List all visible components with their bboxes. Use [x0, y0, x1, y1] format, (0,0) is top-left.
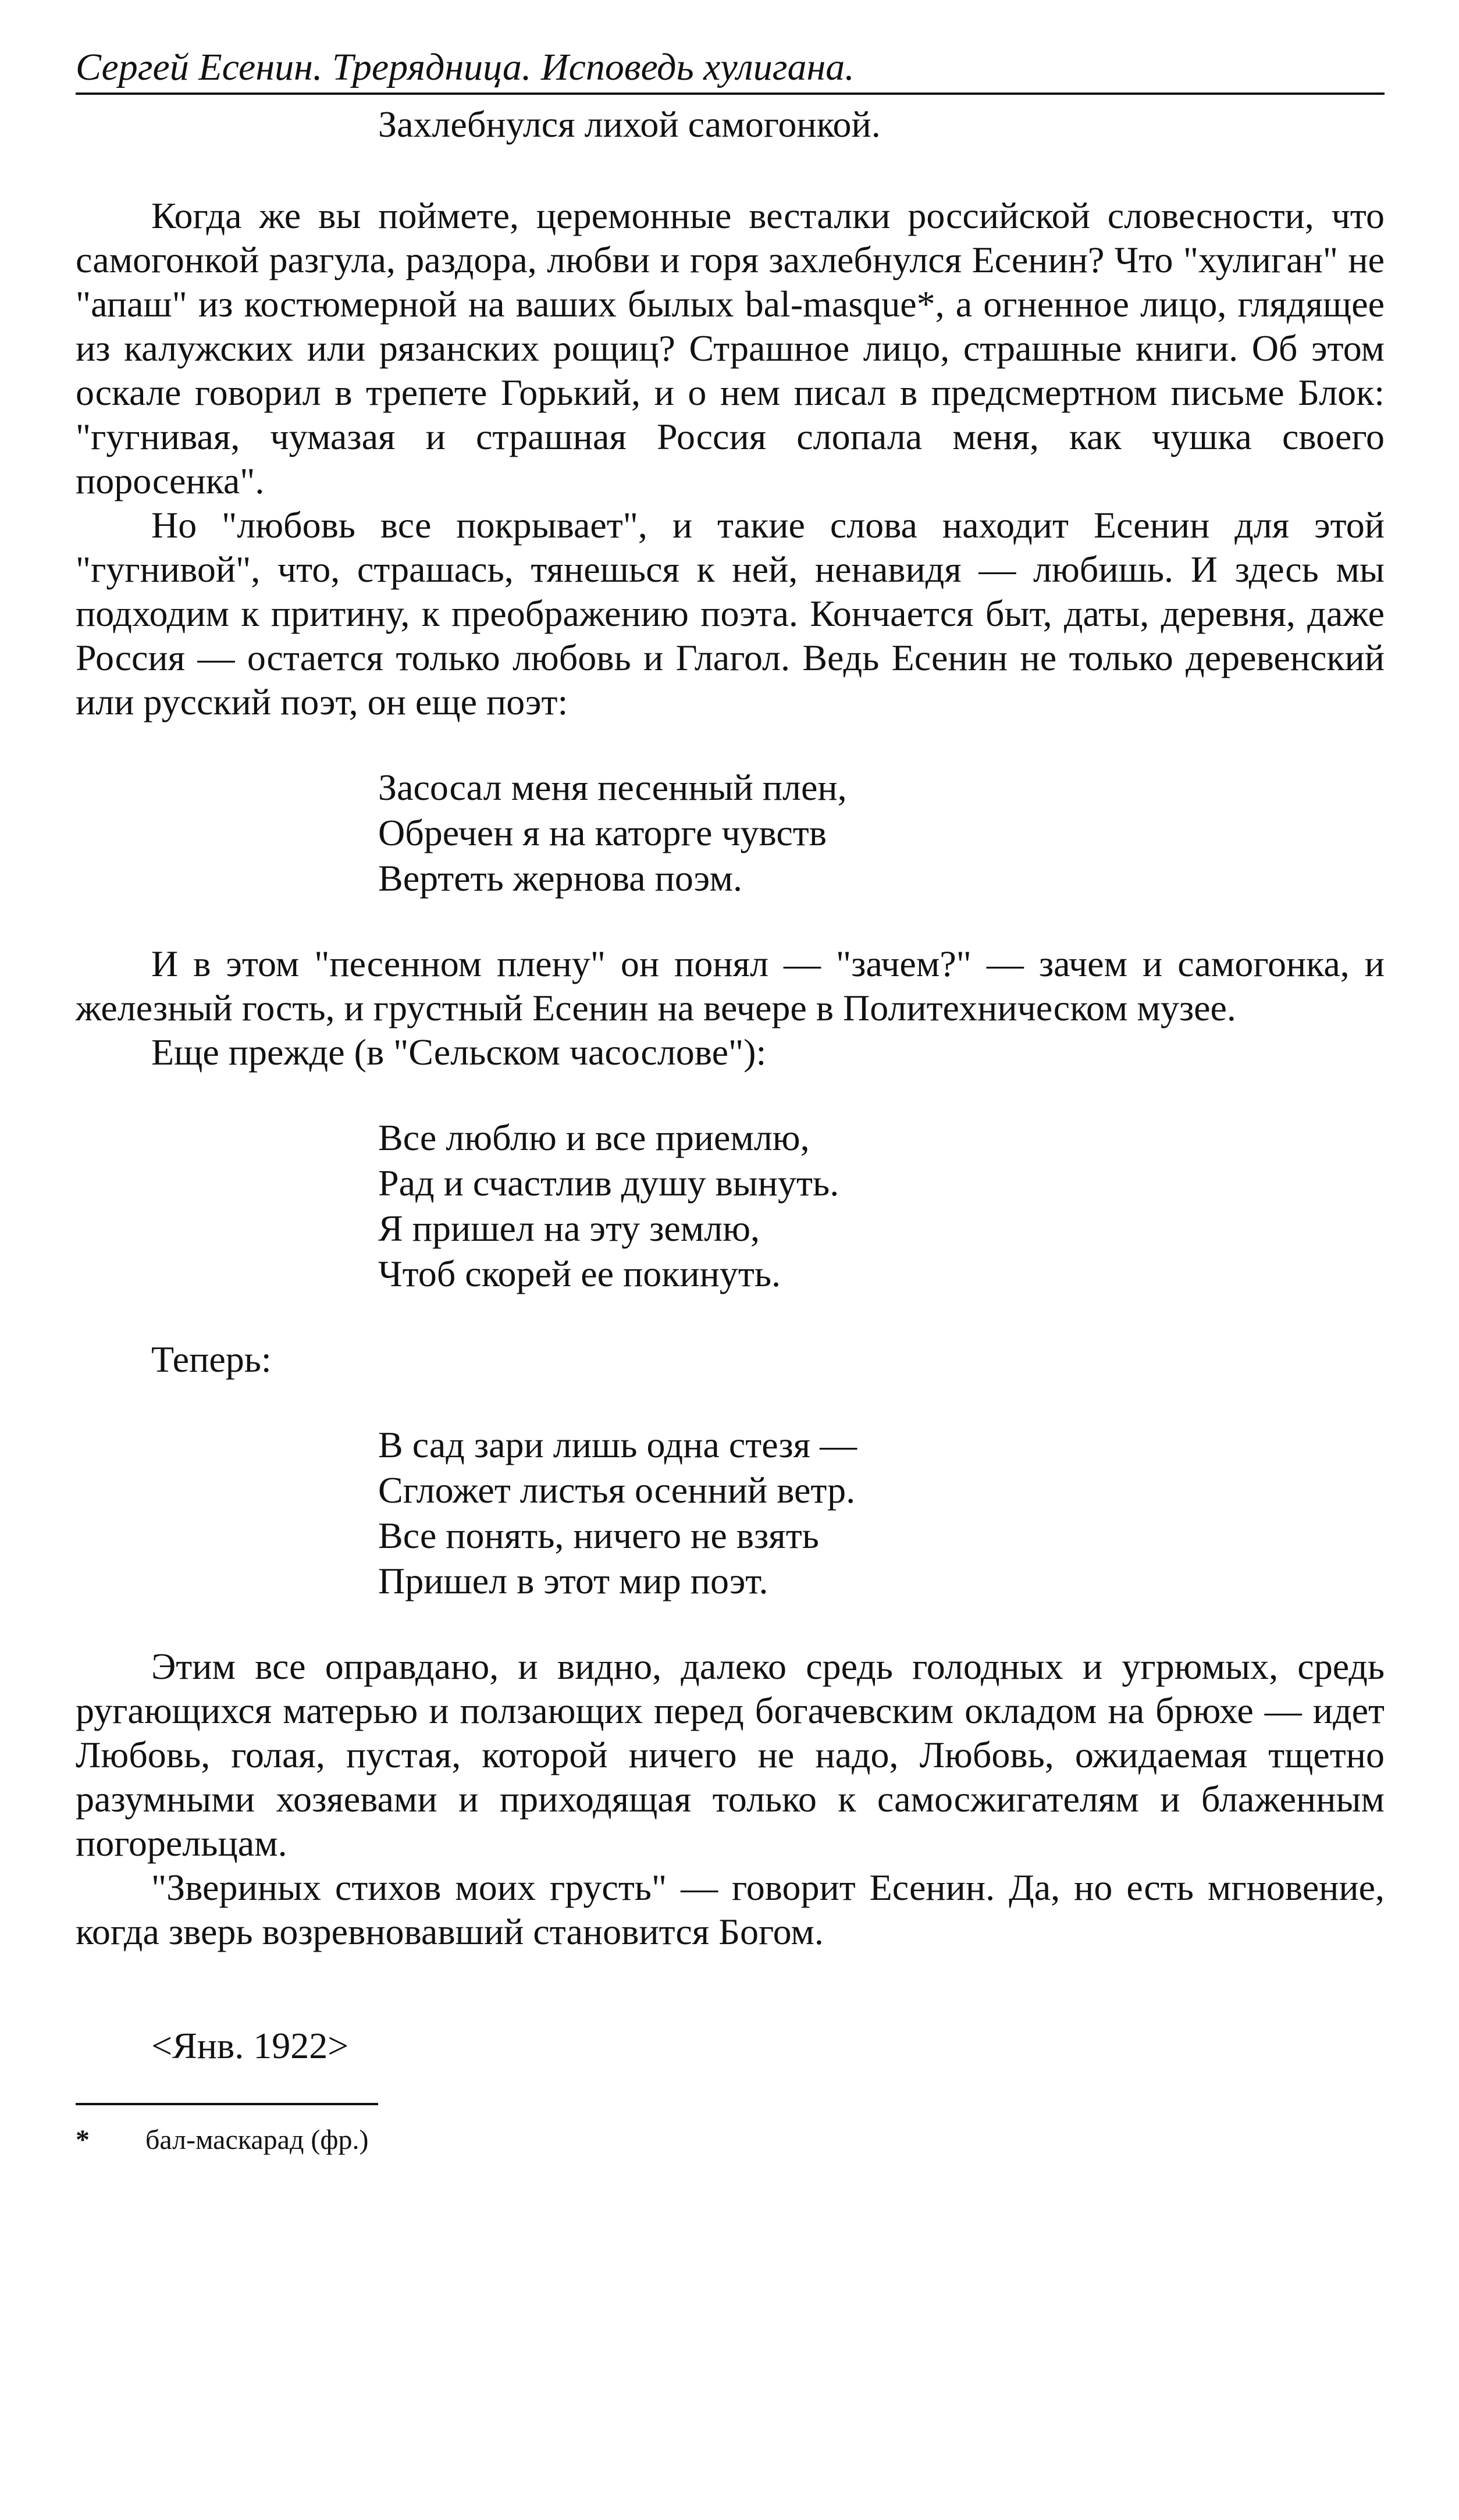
- verse-line: Все понять, ничего не взять: [378, 1514, 819, 1556]
- opening-line: Захлебнулся лихой самогонкой.: [378, 103, 881, 145]
- date-line: <Янв. 1922>: [151, 2024, 349, 2066]
- verse-2: [378, 1115, 1385, 1297]
- verse-line: Рад и счастлив душу вынуть.: [378, 1162, 839, 1204]
- verse-line: Засосал меня песенный плен,: [378, 766, 847, 808]
- document-page: [76, 47, 1385, 2490]
- running-header: Сергей Есенин. Трерядница. Исповедь хулигана.: [76, 47, 1385, 95]
- paragraph-3: И в этом "песенном плену" он понял — "зачем?" — зачем и самогонка, и железный гость, и грустный Есенин на вечере в Политехническом музее.: [76, 942, 1385, 1028]
- verse-line: В сад зари лишь одна стезя —: [378, 1423, 857, 1465]
- verse-1: [378, 765, 1385, 901]
- footnote: [76, 2123, 1385, 2158]
- footnote-mark: *: [76, 2124, 90, 2155]
- paragraph-4: Еще прежде (в "Сельском часослове"):: [151, 1031, 767, 1073]
- label-now: Теперь:: [151, 1338, 272, 1380]
- verse-line: Чтоб скорей ее покинуть.: [378, 1252, 781, 1294]
- paragraph-2: Но "любовь все покрывает", и такие слова находит Есенин для этой "гугнивой", что, страшась, тянешься к ней, ненавидя — любишь. И здесь мы подходим к притину, к преображению поэта. Кончается быт, даты, деревня, даже Россия — остается только любовь и Глагол. Ведь Есенин не только деревенский или русский поэт, он еще поэт:: [76, 504, 1385, 722]
- paragraph-5: Этим все оправдано, и видно, далеко средь голодных и угрюмых, средь ругающихся матерью и ползающих перед богачевским окладом на брюхе — идет Любовь, голая, пустая, которой ничего не надо, Любовь, ожидаемая тщетно разумными хозяевами и приходящая только к самосжигателям и блаженным погорельцам.: [76, 1645, 1385, 1864]
- footnote-text: бал-маскарад (фр.): [145, 2124, 369, 2155]
- verse-line: Вертеть жернова поэм.: [378, 857, 743, 899]
- verse-line: Обречен я на каторге чувств: [378, 811, 827, 853]
- verse-3: [378, 1422, 1385, 1604]
- verse-line: Пришел в этот мир поэт.: [378, 1560, 768, 1601]
- verse-line: Сгложет листья осенний ветр.: [378, 1469, 856, 1511]
- paragraph-1: Когда же вы поймете, церемонные весталки российской словесности, что самогонкой разгула, раздора, любви и горя захлебнулся Есенин? Что "хулиган" не "апаш" из костюмерной на ваших былых bal-masque*, а огненное лицо, глядящее из калужских или рязанских рощиц? Страшное лицо, страшные книги. Об этом оскале говорил в трепете Горький, и о нем писал в предсмертном письме Блок: "гугнивая, чумазая и страшная Россия слопала меня, как чушка своего поросенка".: [76, 194, 1385, 501]
- verse-line: Все люблю и все приемлю,: [378, 1116, 810, 1158]
- verse-line: Я пришел на эту землю,: [378, 1207, 760, 1249]
- paragraph-6: "Звериных стихов моих грусть" — говорит Есенин. Да, но есть мгновение, когда зверь возревновавший становится Богом.: [76, 1866, 1385, 1952]
- footnote-divider: [76, 2103, 378, 2105]
